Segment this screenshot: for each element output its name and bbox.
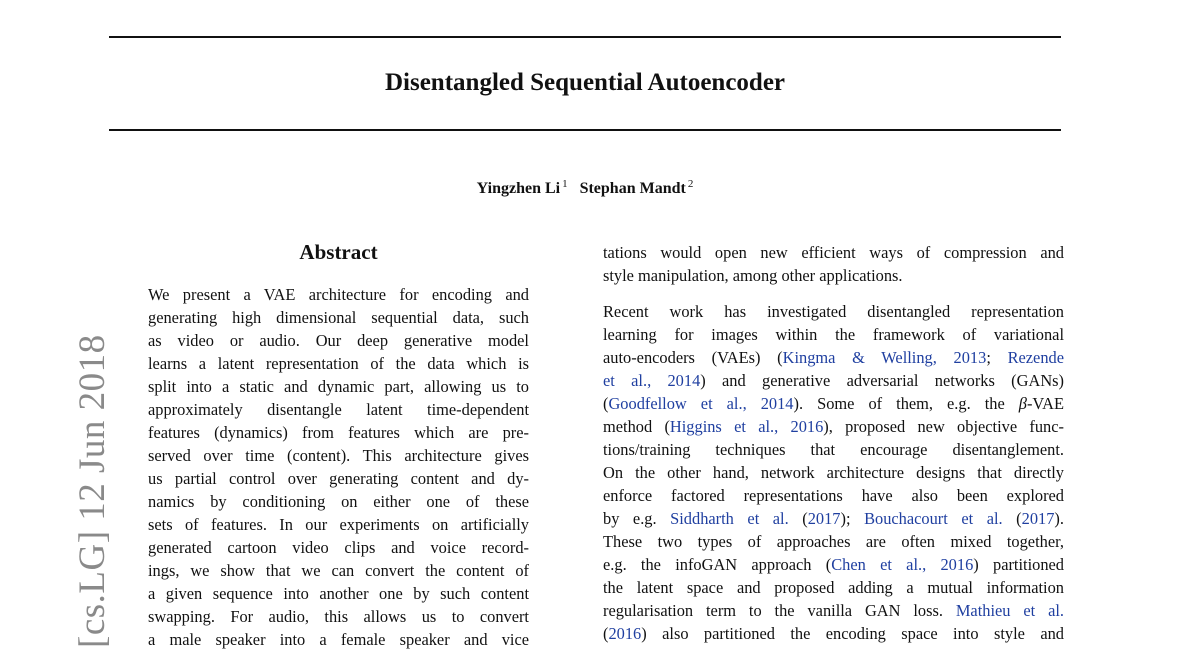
citation-link[interactable]: Bouchacourt et al. xyxy=(864,509,1003,528)
abstract-line: approximately disentangle latent time-dependent xyxy=(148,400,529,419)
intro-line: On the other hand, network architecture designs that directly xyxy=(603,463,1064,482)
citation-link[interactable]: Rezende xyxy=(1007,348,1064,367)
abstract-line: swapping. For audio, this allows us to convert xyxy=(148,607,529,626)
abstract-line: us partial control over generating content and dy- xyxy=(148,469,529,488)
abstract-heading: Abstract xyxy=(299,240,378,264)
paper-title: Disentangled Sequential Autoencoder xyxy=(384,69,786,96)
intro-line: Recent work has investigated disentangled representation xyxy=(603,302,1064,321)
title-top-rule xyxy=(109,36,1061,38)
citation-link[interactable]: Siddharth et al. xyxy=(670,509,789,528)
citation-link[interactable]: Goodfellow et al., 2014 xyxy=(608,394,794,413)
abstract-line: namics by conditioning on either one of these xyxy=(148,492,529,511)
intro-line: regularisation term to the vanilla GAN loss. Mathieu et al. xyxy=(603,601,1064,620)
intro-line: the latent space and proposed adding a mutual information xyxy=(603,578,1064,597)
intro-line: enforce factored representations have also been explored xyxy=(603,486,1064,505)
abstract-line: sets of features. In our experiments on artificially xyxy=(148,515,529,534)
abstract-line: We present a VAE architecture for encoding and xyxy=(148,285,529,304)
intro-line: style manipulation, among other applications. xyxy=(603,266,903,285)
author-list xyxy=(109,173,1061,200)
affiliation-mark: 1 xyxy=(562,178,568,190)
intro-line: e.g. the infoGAN approach (Chen et al., 2016) partitioned xyxy=(603,555,1064,574)
citation-link[interactable]: Chen et al., 2016 xyxy=(831,555,974,574)
intro-line: (2016) also partitioned the encoding space into style and xyxy=(603,624,1064,643)
intro-line: et al., 2014) and generative adversarial networks (GANs) xyxy=(603,371,1064,390)
abstract-line: features (dynamics) from features which are pre- xyxy=(148,423,529,442)
intro-line: auto-encoders (VAEs) (Kingma & Welling, 2013; Rezende xyxy=(603,348,1064,367)
affiliation-mark: 2 xyxy=(687,178,694,190)
intro-line: (Goodfellow et al., 2014). Some of them, e.g. the β-VAE xyxy=(603,394,1064,413)
citation-link[interactable]: Kingma & Welling, 2013 xyxy=(782,348,987,367)
intro-line: learning for images within the framework of variational xyxy=(603,325,1064,344)
intro-line: tations would open new efficient ways of compression and xyxy=(603,243,1064,262)
citation-link[interactable]: 2016 xyxy=(608,624,642,643)
abstract-line: a male speaker into a female speaker and vice xyxy=(148,630,529,649)
beta-symbol: β xyxy=(1018,394,1027,413)
citation-link[interactable]: 2017 xyxy=(807,509,841,528)
citation-link[interactable]: et al., 2014 xyxy=(603,371,701,390)
intro-line: These two types of approaches are often mixed together, xyxy=(603,532,1064,551)
intro-line: method (Higgins et al., 2016), proposed new objective func- xyxy=(603,417,1064,436)
author-name: Yingzhen Li xyxy=(476,180,561,197)
abstract-line: served over time (content). This architecture gives xyxy=(148,446,529,465)
abstract-line: learns a latent representation of the data which is xyxy=(148,354,529,373)
abstract-line: split into a static and dynamic part, allowing us to xyxy=(148,377,529,396)
abstract-line: a given sequence into another one by such content xyxy=(148,584,529,603)
arxiv-stamp: [cs.LG] 12 Jun 2018 xyxy=(72,334,113,648)
abstract-line: ings, we show that we can convert the content of xyxy=(148,561,529,580)
title-bottom-rule xyxy=(109,129,1061,131)
intro-line: tions/training techniques that encourage disentanglement. xyxy=(603,440,1064,459)
author-name: Stephan Mandt xyxy=(579,180,686,197)
abstract-line: generated cartoon video clips and voice record- xyxy=(148,538,529,557)
citation-link[interactable]: Higgins et al., 2016 xyxy=(669,417,824,436)
abstract-line: generating high dimensional sequential data, such xyxy=(148,308,529,327)
abstract-line: as video or audio. Our deep generative model xyxy=(148,331,529,350)
intro-line: by e.g. Siddharth et al. (2017); Bouchacourt et al. (2017). xyxy=(603,509,1064,528)
citation-link[interactable]: 2017 xyxy=(1021,509,1055,528)
citation-link[interactable]: Mathieu et al. xyxy=(955,601,1064,620)
